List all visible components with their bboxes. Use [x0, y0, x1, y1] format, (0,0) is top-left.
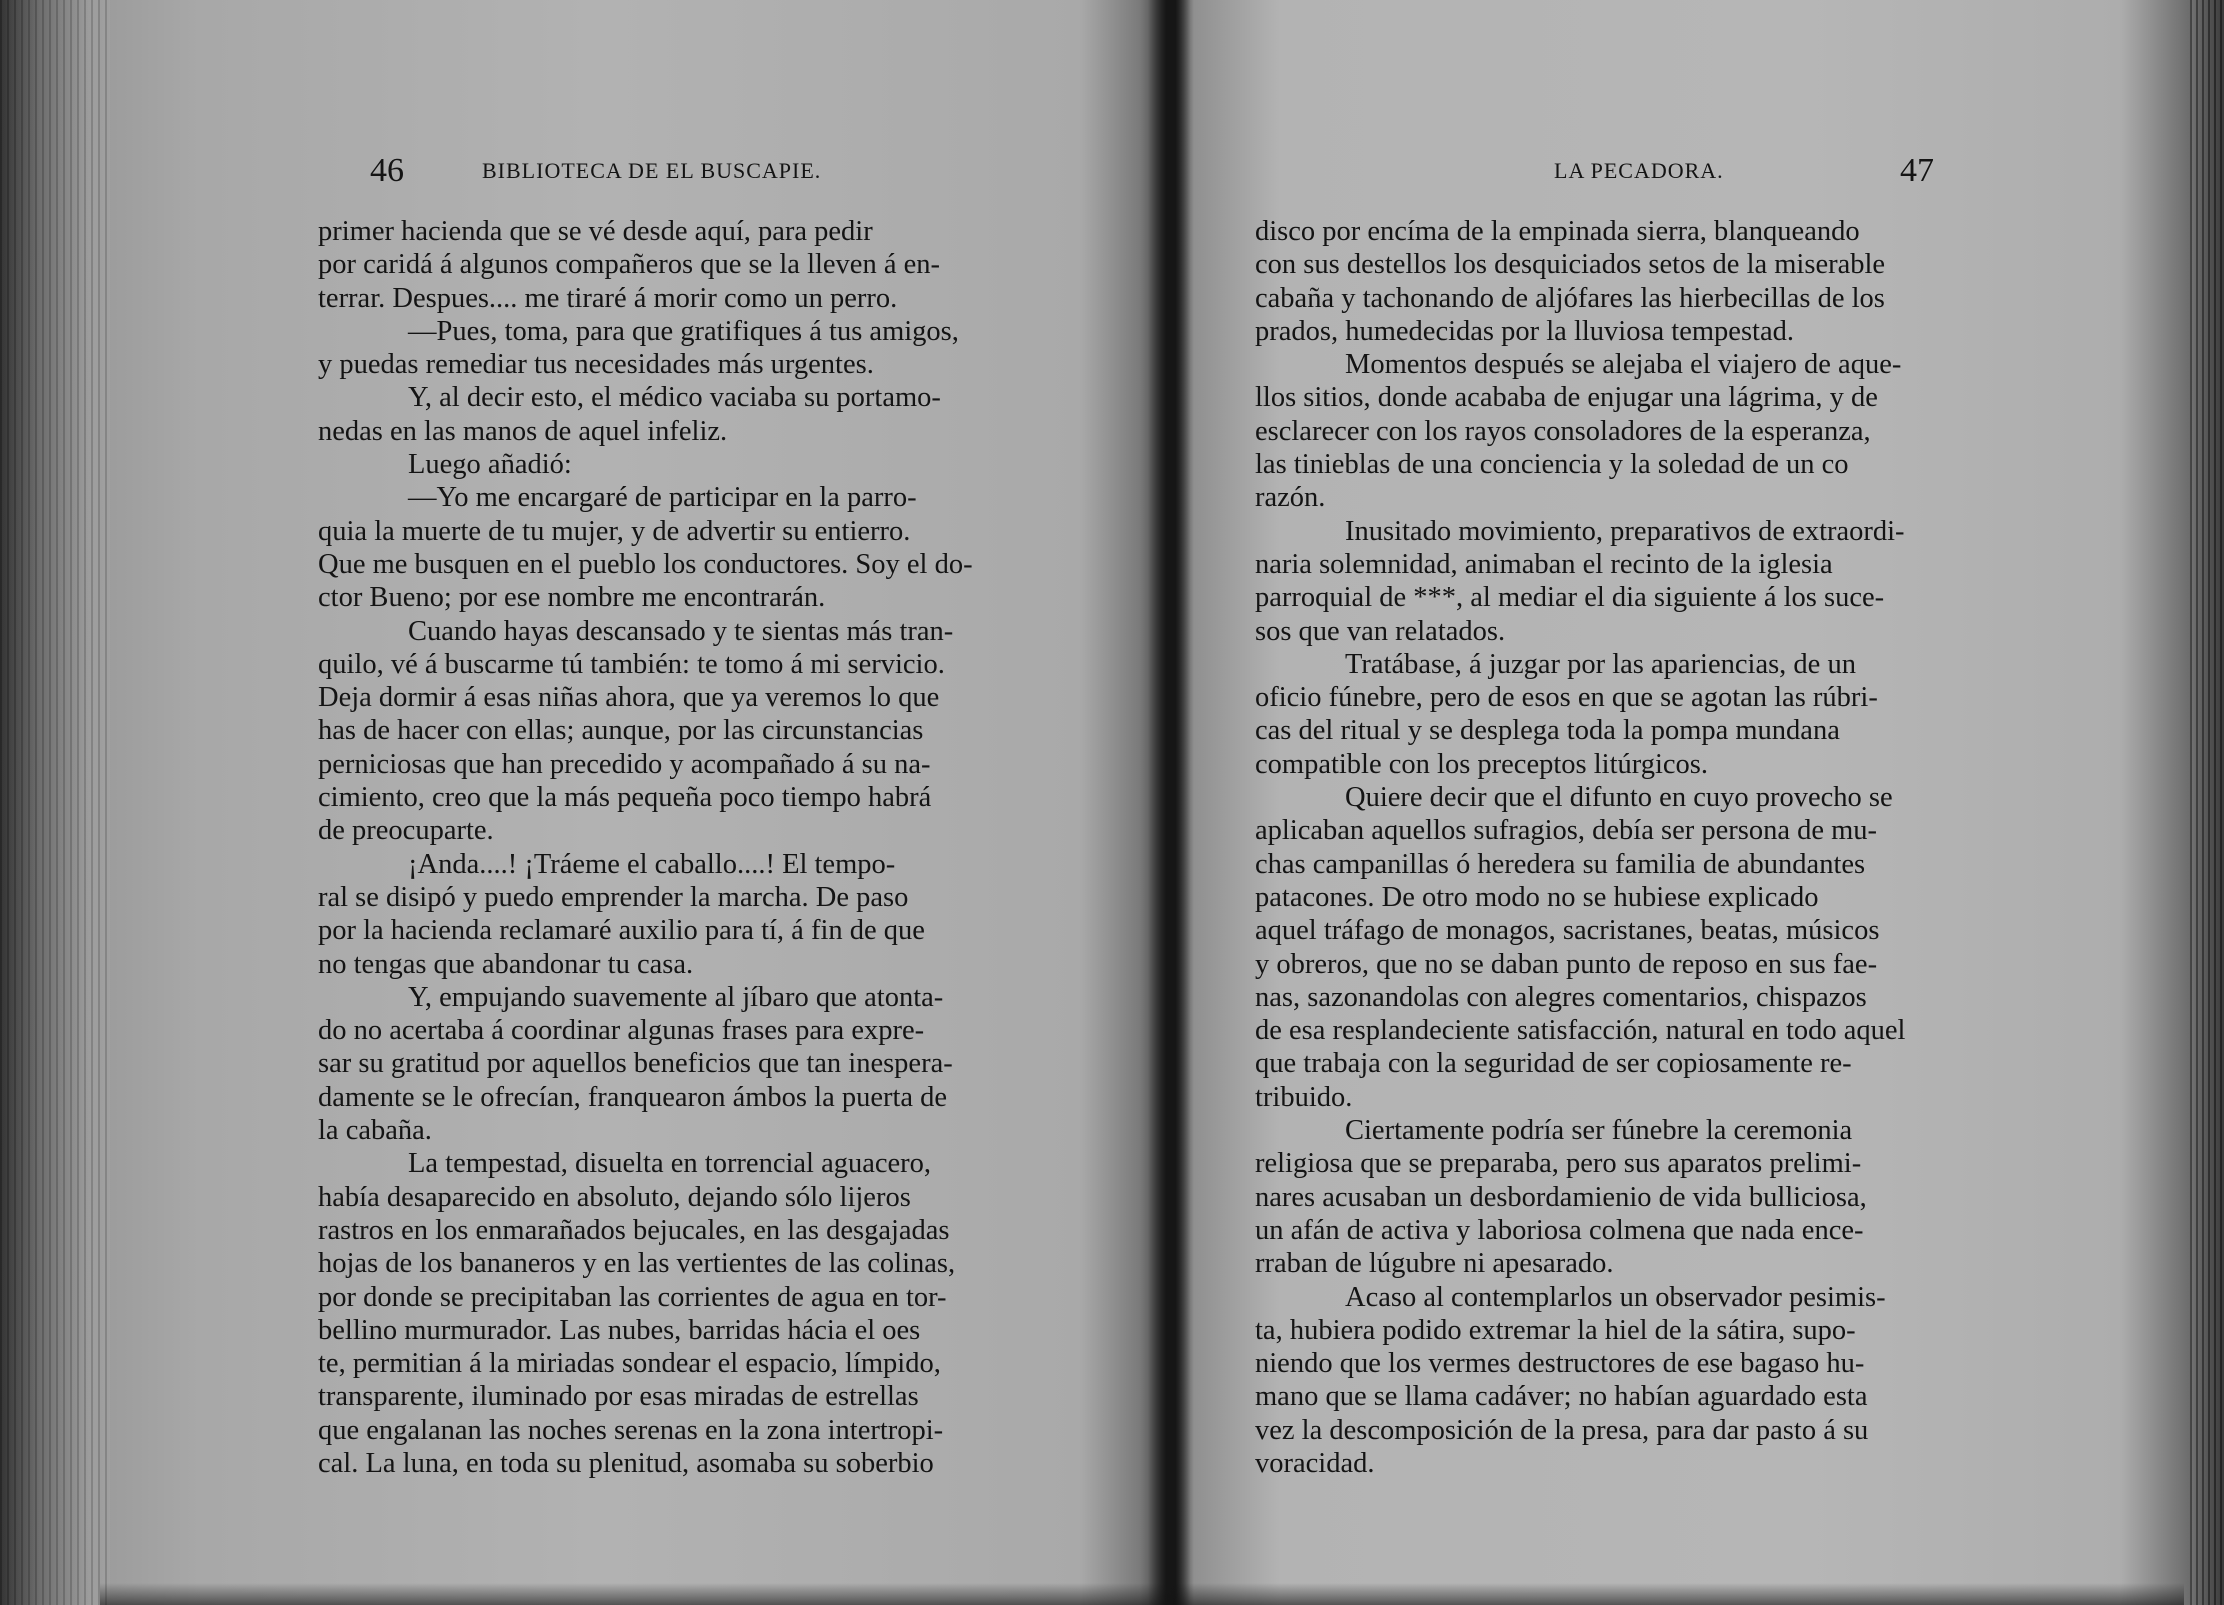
text-line: transparente, iluminado por esas miradas de estrellas: [318, 1381, 919, 1413]
text-line: Ciertamente podría ser fúnebre la ceremonia: [1345, 1115, 1853, 1147]
text-line: nedas en las manos de aquel infeliz.: [318, 415, 728, 447]
text-line: chas campanillas ó heredera su familia de abundantes: [1255, 848, 1866, 880]
text-line: Acaso al contemplarlos un observador pesimis-: [1345, 1281, 1886, 1313]
text-line: ta, hubiera podido extremar la hiel de la sátira, supo-: [1255, 1314, 1856, 1346]
text-line: esclarecer con los rayos consoladores de la esperanza,: [1255, 415, 1871, 447]
left-body-text: [318, 215, 1156, 1480]
text-line: no tengas que abandonar tu casa.: [318, 948, 694, 980]
text-line: cimiento, creo que la más pequeña poco tiempo habrá: [318, 782, 932, 814]
text-line: tribuido.: [1255, 1081, 1353, 1113]
text-line: Tratábase, á juzgar por las apariencias, de un: [1345, 648, 1856, 680]
text-line: Quiere decir que el difunto en cuyo provecho se: [1345, 782, 1893, 814]
text-line: perniciosas que han precedido y acompañado á su na-: [318, 748, 931, 780]
text-line: llos sitios, donde acababa de enjugar una lágrima, y de: [1255, 382, 1878, 414]
text-line: que trabaja con la seguridad de ser copiosamente re-: [1255, 1048, 1852, 1080]
right-page: [1185, 0, 2195, 1605]
text-line: y obreros, que no se daban punto de reposo en sus fae-: [1255, 948, 1878, 980]
text-line: un afán de activa y laboriosa colmena que nada ence-: [1255, 1214, 1864, 1246]
text-line: quilo, vé á buscarme tú también: te tomo á mi servicio.: [318, 648, 945, 680]
text-line: do no acertaba á coordinar algunas frases para expre-: [318, 1015, 925, 1047]
text-line: Que me busquen en el pueblo los conductores. Soy el do-: [318, 548, 973, 580]
text-line: —Yo me encargaré de participar en la parro-: [408, 482, 917, 514]
text-line: voracidad.: [1255, 1447, 1375, 1479]
text-line: con sus destellos los desquiciados setos de la miserable: [1255, 249, 1886, 281]
text-line: que engalanan las noches serenas en la zona intertropi-: [318, 1414, 944, 1446]
text-line: naria solemnidad, animaban el recinto de la iglesia: [1255, 548, 1833, 580]
text-line: nares acusaban un desbordamienio de vida bulliciosa,: [1255, 1181, 1867, 1213]
page-stack-edge-left: [0, 0, 110, 1605]
text-line: por donde se precipitaban las corrientes de agua en tor-: [318, 1281, 947, 1313]
text-line: aplicaban aquellos sufragios, debía ser persona de mu-: [1255, 815, 1878, 847]
text-line: primer hacienda que se vé desde aquí, para pedir: [318, 216, 873, 247]
text-line: Inusitado movimiento, preparativos de extraordi-: [1345, 515, 1905, 547]
text-line: Cuando hayas descansado y te sientas más tran-: [408, 615, 954, 647]
text-line: hojas de los bananeros y en las vertientes de las colinas,: [318, 1248, 956, 1280]
right-page-number: 47: [1900, 152, 1934, 189]
text-line: has de hacer con ellas; aunque, por las circunstancias: [318, 715, 924, 747]
left-page-number: 46: [370, 152, 404, 189]
text-line: y puedas remediar tus necesidades más urgentes.: [318, 349, 874, 381]
text-line: terrar. Despues.... me tiraré á morir como un perro.: [318, 282, 898, 314]
text-line: quia la muerte de tu mujer, y de advertir su entierro.: [318, 515, 911, 547]
text-line: prados, humedecidas por la lluviosa tempestad.: [1255, 315, 1794, 347]
text-line: por la hacienda reclamaré auxilio para tí, á fin de que: [318, 915, 925, 947]
right-running-head: LA PECADORA.: [1554, 158, 1724, 183]
left-running-head: BIBLIOTECA DE EL BUSCAPIE.: [482, 158, 822, 183]
text-line: damente se le ofrecían, franquearon ámbos la puerta de: [318, 1081, 948, 1113]
text-line: mano que se llama cadáver; no habían aguardado esta: [1255, 1381, 1868, 1413]
text-line: aquel tráfago de monagos, sacristanes, beatas, músicos: [1255, 915, 1880, 947]
text-line: cal. La luna, en toda su plenitud, asomaba su soberbio: [318, 1447, 934, 1479]
text-line: las tinieblas de una conciencia y la soledad de un co: [1255, 449, 1849, 481]
text-line: nas, sazonandolas con alegres comentarios, chispazos: [1255, 981, 1867, 1013]
text-line: oficio fúnebre, pero de esos en que se agotan las rúbri-: [1255, 682, 1878, 714]
text-line: —Pues, toma, para que gratifiques á tus amigos,: [408, 315, 959, 347]
text-line: La tempestad, disuelta en torrencial aguacero,: [408, 1148, 932, 1180]
page-stack-edge-right: [2190, 0, 2224, 1605]
text-line: ral se disipó y puedo emprender la marcha. De paso: [318, 881, 909, 913]
text-line: Momentos después se alejaba el viajero de aque-: [1345, 349, 1902, 381]
text-line: bellino murmurador. Las nubes, barridas hácia el oes: [318, 1314, 921, 1346]
text-line: patacones. De otro modo no se hubiese explicado: [1255, 881, 1819, 913]
left-page: [100, 0, 1160, 1605]
text-line: ¡Anda....! ¡Tráeme el caballo....! El tempo-: [408, 848, 896, 880]
text-line: ctor Bueno; por ese nombre me encontrarán.: [318, 582, 826, 614]
text-line: había desaparecido en absoluto, dejando sólo lijeros: [318, 1181, 911, 1213]
text-line: Deja dormir á esas niñas ahora, que ya veremos lo que: [318, 682, 940, 714]
text-line: religiosa que se preparaba, pero sus aparatos prelimi-: [1255, 1148, 1862, 1180]
text-line: rraban de lúgubre ni apesarado.: [1255, 1248, 1614, 1280]
text-line: cabaña y tachonando de aljófares las hierbecillas de los: [1255, 282, 1885, 314]
text-line: la cabaña.: [318, 1115, 432, 1147]
text-line: te, permitian á la miriadas sondear el espacio, límpido,: [318, 1348, 941, 1380]
text-line: vez la descomposición de la presa, para dar pasto á su: [1255, 1414, 1869, 1446]
text-line: rastros en los enmarañados bejucales, en las desgajadas: [318, 1214, 950, 1246]
text-line: niendo que los vermes destructores de ese bagaso hu-: [1255, 1348, 1865, 1380]
text-line: de preocuparte.: [318, 815, 494, 847]
text-line: Y, al decir esto, el médico vaciaba su portamo-: [408, 382, 941, 414]
right-body-text: [1255, 215, 2085, 1480]
text-line: compatible con los preceptos litúrgicos.: [1255, 748, 1708, 780]
text-line: Luego añadió:: [408, 449, 572, 481]
text-line: de esa resplandeciente satisfacción, natural en todo aquel: [1255, 1015, 1906, 1047]
text-line: sos que van relatados.: [1255, 615, 1506, 647]
text-line: disco por encíma de la empinada sierra, blanqueando: [1255, 216, 1860, 247]
text-line: parroquial de ***, al mediar el dia siguiente á los suce-: [1255, 582, 1885, 614]
text-line: Y, empujando suavemente al jíbaro que atonta-: [408, 981, 944, 1013]
text-line: cas del ritual y se desplega toda la pompa mundana: [1255, 715, 1840, 747]
text-line: por caridá á algunos compañeros que se la lleven á en-: [318, 249, 940, 281]
bottom-page-edge: [100, 1583, 2184, 1605]
text-line: razón.: [1255, 482, 1326, 514]
text-line: sar su gratitud por aquellos beneficios que tan inespera-: [318, 1048, 953, 1080]
